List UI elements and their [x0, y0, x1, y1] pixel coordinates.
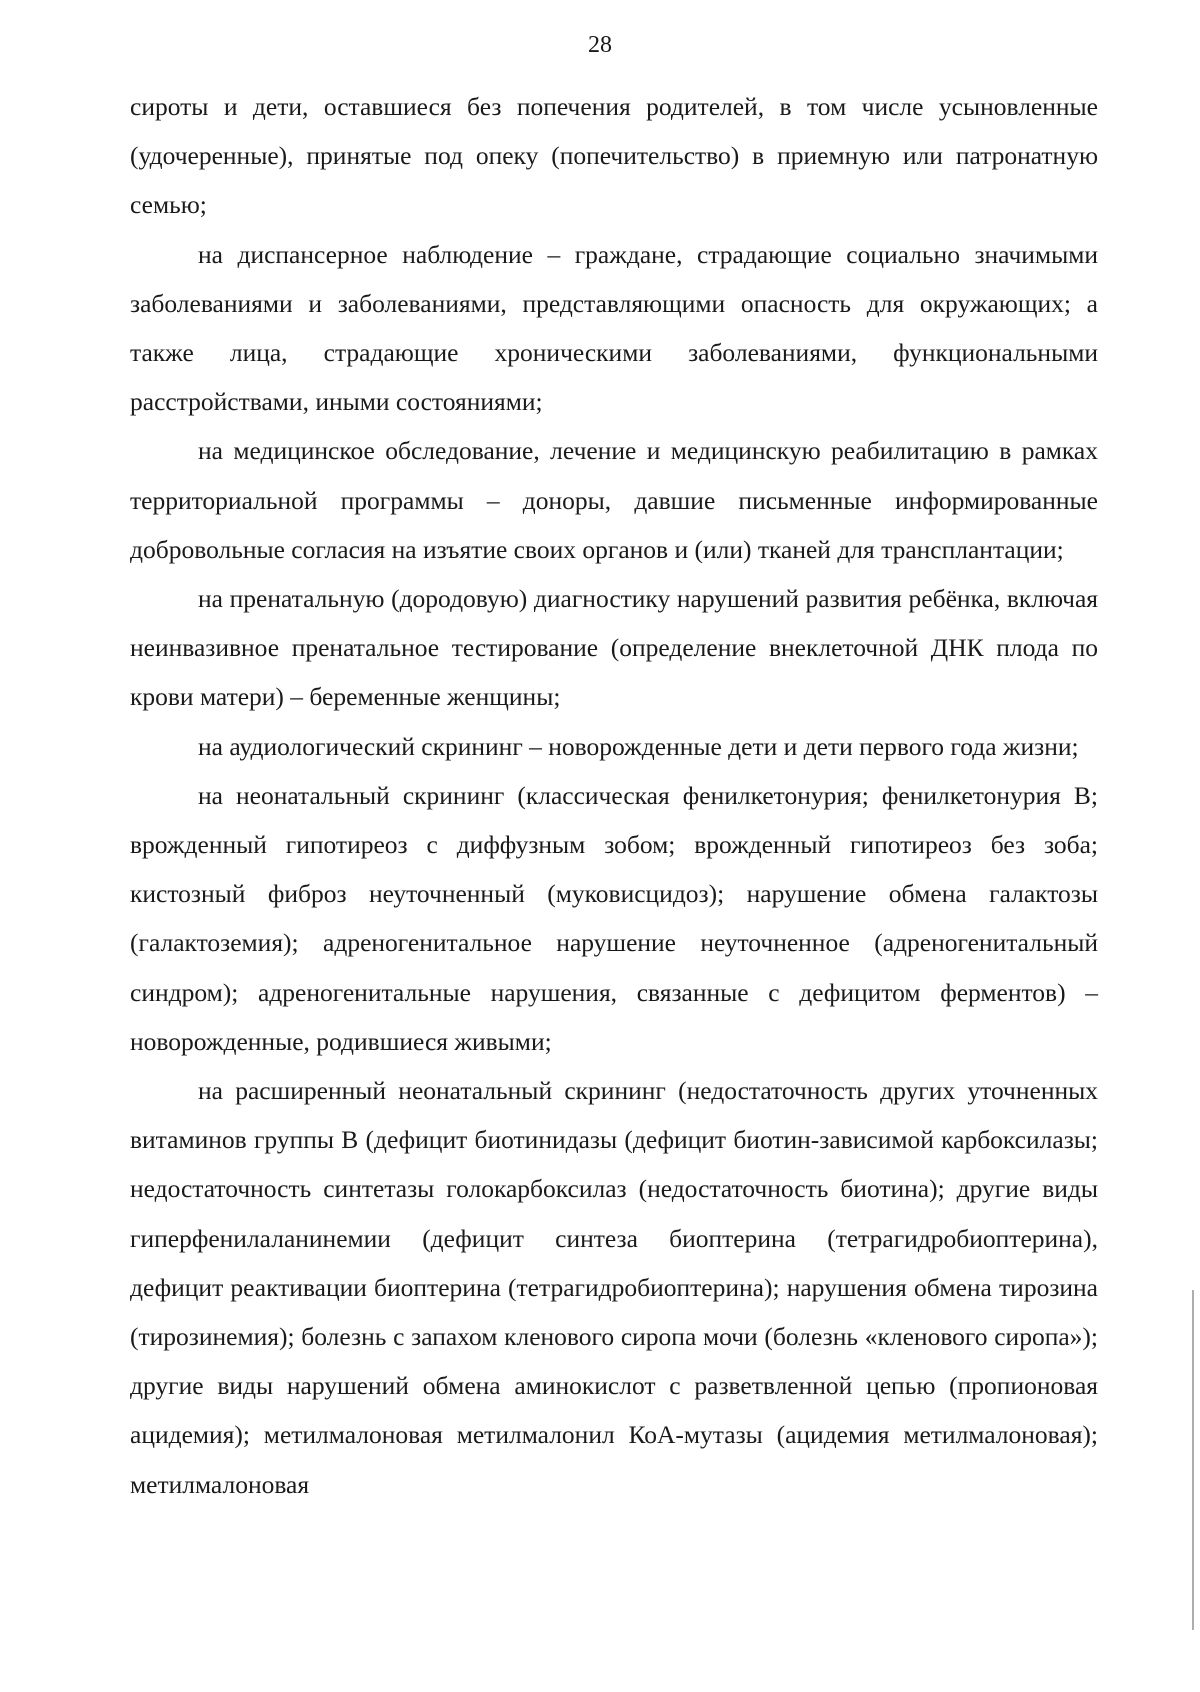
paragraph-dispensary: на диспансерное наблюдение – граждане, страдающие социально значимыми заболеваниями и заболеваниями, представляющими опасность для окружающих; а также лица, страдающие хроническими заболеваниями, функциональными расстройствами, иными состояниями; — [130, 239, 1098, 417]
paragraph-prenatal: на пренатальную (дородовую) диагностику нарушений развития ребёнка, включая неинвазивное пренатальное тестирование (определение внеклеточной ДНК плода по крови матери) – беременные женщины; — [130, 584, 1098, 712]
paragraph-audiological: на аудиологический скрининг – новорожденные дети и дети первого года жизни; — [198, 731, 1079, 761]
paragraph-donors: на медицинское обследование, лечение и медицинскую реабилитацию в рамках территориальной программы – доноры, давшие письменные информированные добровольные согласия на изъятие своих органов и (или) тканей для трансплантации; — [130, 436, 1098, 564]
paragraph-extended-screening: на расширенный неонатальный скрининг (недостаточность других уточненных витаминов группы В (дефицит биотинидазы (дефицит биотин-зависимой карбоксилазы; недостаточность синтетазы голокарбоксилаз (недостаточность биотина); другие виды гиперфенилаланинемии (дефицит синтеза биоптерина (тетрагидробиоптерина), дефицит реактивации биоптерина (тетрагидробиоптерина); нарушения обмена тирозина (тирозинемия); болезнь с запахом кленового сиропа мочи (болезнь «кленового сиропа»); другие виды нарушений обмена аминокислот с разветвленной цепью (пропионовая ацидемия); метилмалоновая метилмалонил КоА-мутазы (ацидемия метилмалоновая); метилмалоновая — [130, 1076, 1098, 1499]
paragraph-orphans: сироты и дети, оставшиеся без попечения родителей, в том числе усыновленные (удочеренные), принятые под опеку (попечительство) в приемную или патронатную семью; — [130, 92, 1098, 220]
scan-edge-line — [1192, 1290, 1194, 1630]
page-number: 28 — [588, 32, 612, 58]
paragraph-neonatal-screening: на неонатальный скрининг (классическая фенилкетонурия; фенилкетонурия В; врожденный гипотиреоз с диффузным зобом; врожденный гипотиреоз без зоба; кистозный фиброз неуточненный (муковисцидоз); нарушение обмена галактозы (галактоземия); адреногенитальное нарушение неуточненное (адреногенитальный синдром); адреногенитальные нарушения, связанные с дефицитом ферментов) – новорожденные, родившиеся живыми; — [130, 780, 1098, 1056]
document-body — [130, 82, 1098, 1509]
